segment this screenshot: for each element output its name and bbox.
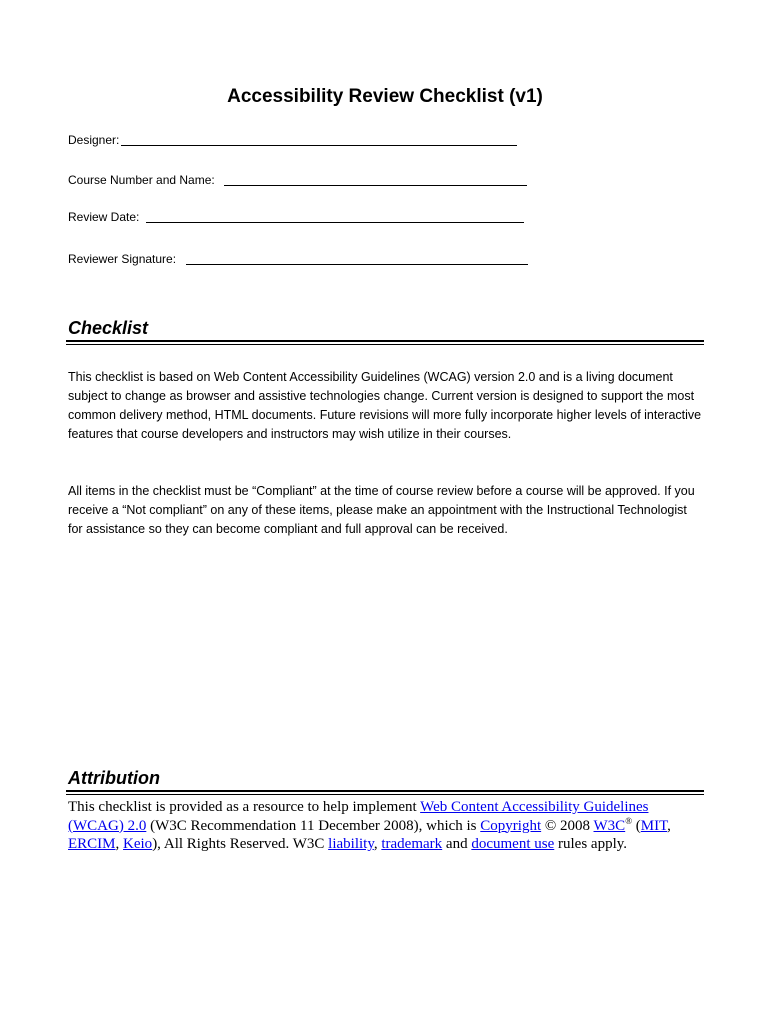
registered-mark: ®: [625, 815, 633, 826]
attribution-text: and: [442, 836, 472, 852]
reviewer-signature-blank-line[interactable]: [186, 264, 528, 265]
trademark-link[interactable]: trademark: [381, 836, 443, 852]
checklist-paragraph-2: All items in the checklist must be “Compliant” at the time of course review before a course will be approved. If you receive a “Not compliant” on any of these items, please make an appointment with the Instructional Technologist for assistance so they can become compliant and full approval can be received.: [68, 484, 695, 537]
attribution-text: © 2008: [541, 817, 594, 834]
attribution-heading-rule-thin: [66, 794, 704, 795]
designer-blank-line[interactable]: [121, 145, 517, 146]
attribution-text: (W3C Recommendation 11 December 2008), which is: [146, 817, 481, 834]
w3c-link[interactable]: W3C: [593, 817, 626, 834]
mit-link[interactable]: MIT: [640, 817, 668, 834]
attribution-paragraph: [68, 798, 708, 854]
liability-link[interactable]: liability: [328, 836, 374, 852]
checklist-heading: Checklist: [68, 318, 149, 338]
ercim-link[interactable]: ERCIM: [68, 836, 116, 852]
course-number-name-label: Course Number and Name:: [68, 173, 215, 187]
attribution-text: ,: [373, 836, 382, 852]
attribution-text: rules apply.: [554, 836, 628, 852]
checklist-heading-rule-thin: [66, 344, 704, 345]
wcag-link[interactable]: Web Content Accessibility Guidelines (WCAG) 2.0: [68, 799, 649, 834]
reviewer-signature-field: [68, 251, 176, 267]
checklist-paragraph-1: This checklist is based on Web Content Accessibility Guidelines (WCAG) version 2.0 and is a living document subject to change as browser and assistive technologies change. Current version is designed to support the most common delivery method, HTML documents. Future revisions will more fully incorporate higher levels of interactive features that course developers and instructors may wish utilize in their courses.: [68, 370, 702, 442]
review-date-label: Review Date:: [68, 210, 140, 224]
copyright-link[interactable]: Copyright: [480, 817, 542, 834]
attribution-heading: Attribution: [68, 768, 160, 788]
document-title: Accessibility Review Checklist (v1): [227, 86, 543, 107]
review-date-field: [68, 209, 139, 225]
attribution-text: ,: [115, 836, 124, 852]
designer-field: [68, 132, 119, 148]
reviewer-signature-label: Reviewer Signature:: [68, 252, 177, 266]
course-number-name-blank-line[interactable]: [224, 185, 527, 186]
keio-link[interactable]: Keio: [123, 836, 153, 852]
attribution-text: ), All Rights Reserved. W3C: [152, 836, 329, 852]
attribution-heading-rule: [66, 790, 704, 792]
course-number-name-field: [68, 172, 215, 188]
document-use-link[interactable]: document use: [471, 836, 555, 852]
checklist-heading-rule: [66, 340, 704, 342]
attribution-text: This checklist is provided as a resource to help implement: [68, 799, 421, 815]
attribution-text: (: [632, 817, 641, 834]
designer-label: Designer:: [68, 133, 120, 147]
attribution-text: ,: [667, 817, 671, 834]
review-date-blank-line[interactable]: [146, 222, 524, 223]
